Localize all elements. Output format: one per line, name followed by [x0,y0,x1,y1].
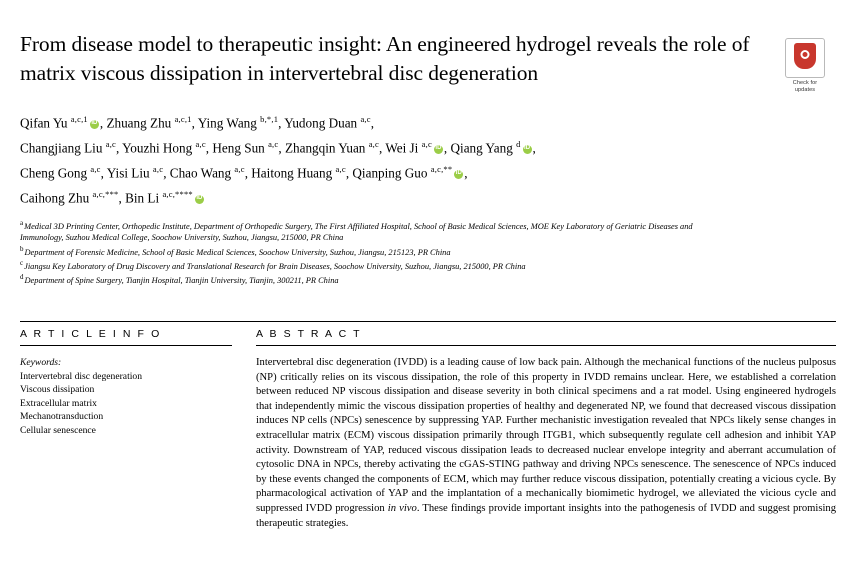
header-divider [20,321,836,322]
author-name: Changjiang Liu [20,140,106,156]
affiliation-marker: a [20,218,24,227]
affiliation-item [20,258,720,272]
author-affiliation-marker: a,c [360,114,371,124]
author-list [20,109,720,209]
author-affiliation-marker: a,c,*** [92,188,119,199]
affiliation-item [20,244,720,258]
affiliation-text: Jiangsu Key Laboratory of Drug Discovery and Translational Research for Brain Diseases, Soochow University, Suzhou, Jiangsu, 215000, PR China [24,261,526,271]
author-name: Qianping Guo [352,165,431,181]
article-body [20,328,836,531]
author-separator: , [100,165,107,181]
author-name: Yisi Liu [106,165,153,181]
author-line [20,109,720,134]
author-affiliation-marker: a,c [195,138,206,149]
orcid-icon[interactable] [90,120,99,129]
author-separator: , [378,140,386,156]
author-separator: , [532,140,536,156]
crossmark-caption-line1: Check for [792,80,818,86]
author-name: Wei Ji [385,140,422,156]
author-separator: , [278,140,285,156]
abstract-column [256,328,836,531]
check-for-updates-badge[interactable] [778,38,832,94]
keywords-label: Keywords: [20,357,62,368]
author-separator: , [205,140,213,156]
author-affiliation-marker: a,c [335,163,346,174]
article-info-divider [20,345,232,346]
article-info-column [20,328,232,531]
crossmark-caption [778,80,832,94]
author-name: Qiang Yang [450,140,517,156]
author-name: Bin Li [125,190,163,206]
author-name: Caihong Zhu [20,190,93,206]
author-affiliation-marker: a,c,**** [162,188,193,199]
shield-check-icon [794,43,816,69]
abstract-italic-phrase: in vivo [387,502,417,514]
author-affiliation-marker: a,c [368,138,379,149]
author-name: Ying Wang [197,115,261,131]
affiliation-text: Medical 3D Printing Center, Orthopedic Institute, Department of Orthopedic Surgery, The First Affiliated Hospital, School of Basic Medical Sciences, MOE Key Laboratory of Geriatric Diseases and Immunology, Suzhou Medical College, Soochow University, Suzhou, Jiangsu, 215000, PR China [20,221,693,242]
keyword-item: Extracellular matrix [20,397,97,409]
author-name: Heng Sun [212,140,269,156]
author-name: Yudong Duan [284,115,361,131]
author-affiliation-marker: b,*,1 [260,114,279,124]
author-affiliation-marker: a,c [90,163,101,174]
orcid-icon[interactable] [434,145,443,154]
author-affiliation-marker: a,c,1 [70,114,88,124]
affiliation-list [20,218,720,287]
author-separator: , [464,165,468,181]
author-separator: , [345,165,353,181]
author-line [20,159,720,184]
author-affiliation-marker: a,c [234,163,245,174]
orcid-icon[interactable] [195,195,204,204]
author-affiliation-marker: a,c [152,163,164,174]
keyword-list [20,370,232,438]
author-separator: , [278,115,285,131]
orcid-icon[interactable] [523,145,532,154]
keyword-item: Viscous dissipation [20,384,95,396]
author-separator: , [370,115,375,131]
author-line [20,134,720,159]
author-separator: , [443,140,451,156]
author-name: Zhangqin Yuan [284,140,369,156]
crossmark-icon-box [785,38,825,78]
affiliation-item [20,218,720,244]
abstract-text [256,356,836,531]
author-separator: , [118,190,126,206]
author-separator: , [116,140,123,156]
author-affiliation-marker: a,c [421,138,432,149]
affiliation-marker: d [20,273,24,282]
paper-page [0,30,856,588]
keyword-item: Cellular senescence [20,424,96,436]
abstract-part-1: Intervertebral disc degeneration (IVDD) is a leading cause of low back pain. Although the mechanical functions of the nucleus pulposus (NP) critically relies on its viscous dissipation, the role of this property in IVDD remains unclear. Here, we established a correlation between reduced NP viscous dissipation and disease severity in both clinical specimens and a rat model. Using engineered hydrogels that independently mimic the viscous dissipation properties of healthy and degenerated NP, we found that decreased viscous dissipation induces NP cells (NPCs) senescence by suppressing YAP. Further mechanistic investigation revealed that NPCs likely sense changes in extracellular matrix (ECM) viscous dissipation primarily through ITGB1, which subsequently regulate cell adhesion and inhibit YAP activity. Downstream of YAP, reduced viscous dissipation leads to decreased nuclear envelope integrity and aberrant accumulation of cytosolic DNA in NPCs, thereby activating the cGAS-STING pathway and driving NPCs senescence. The senescence of NPCs induced by these events changed the components of ECM, which may further reduce viscous dissipation, potentially creating a vicious cycle. By pharmacological activation of YAP and the implantation of a mechanically biomimetic hydrogel, we alleviated the vicious cycle and suppressed IVDD progression [256,357,836,514]
keyword-item: Mechanotransduction [20,411,104,423]
affiliation-text: Department of Spine Surgery, Tianjin Hospital, Tianjin University, Tianjin, 300211, PR China [24,276,339,286]
page-title: From disease model to therapeutic insight: An engineered hydrogel reveals the role of matrix viscous dissipation in intervertebral disc degeneration [20,32,750,85]
author-separator: , [163,165,170,181]
author-name: Cheng Gong [20,165,91,181]
affiliation-marker: c [20,258,24,267]
affiliation-text: Department of Forensic Medicine, School of Basic Medical Sciences, Soochow University, Suzhou, Jiangsu, 215123, PR China [24,247,451,257]
author-affiliation-marker: a,c,1 [174,114,192,124]
author-separator: , [191,115,198,131]
author-line [20,184,720,209]
keyword-item: Intervertebral disc degeneration [20,370,142,382]
abstract-part-2: . These findings provide important insights into the pathogenesis of IVDD and suggest promising therapeutic strategies. [256,502,836,529]
author-name: Zhuang Zhu [106,115,175,131]
crossmark-caption-line2: updates [794,87,816,93]
author-name: Qifan Yu [20,115,71,131]
author-affiliation-marker: a,c [105,138,116,149]
author-name: Youzhi Hong [122,140,196,156]
author-affiliation-marker: a,c [268,138,279,149]
affiliation-item [20,272,720,286]
orcid-icon[interactable] [454,170,463,179]
affiliation-marker: b [20,244,24,253]
author-separator: , [244,165,252,181]
author-separator: , [99,115,107,131]
author-name: Haitong Huang [251,165,336,181]
author-affiliation-marker: d [516,138,521,149]
author-name: Chao Wang [169,165,235,181]
abstract-divider [256,345,836,346]
article-info-heading: A R T I C L E I N F O [20,328,162,340]
abstract-heading: A B S T R A C T [256,328,362,340]
author-affiliation-marker: a,c,** [430,163,453,174]
